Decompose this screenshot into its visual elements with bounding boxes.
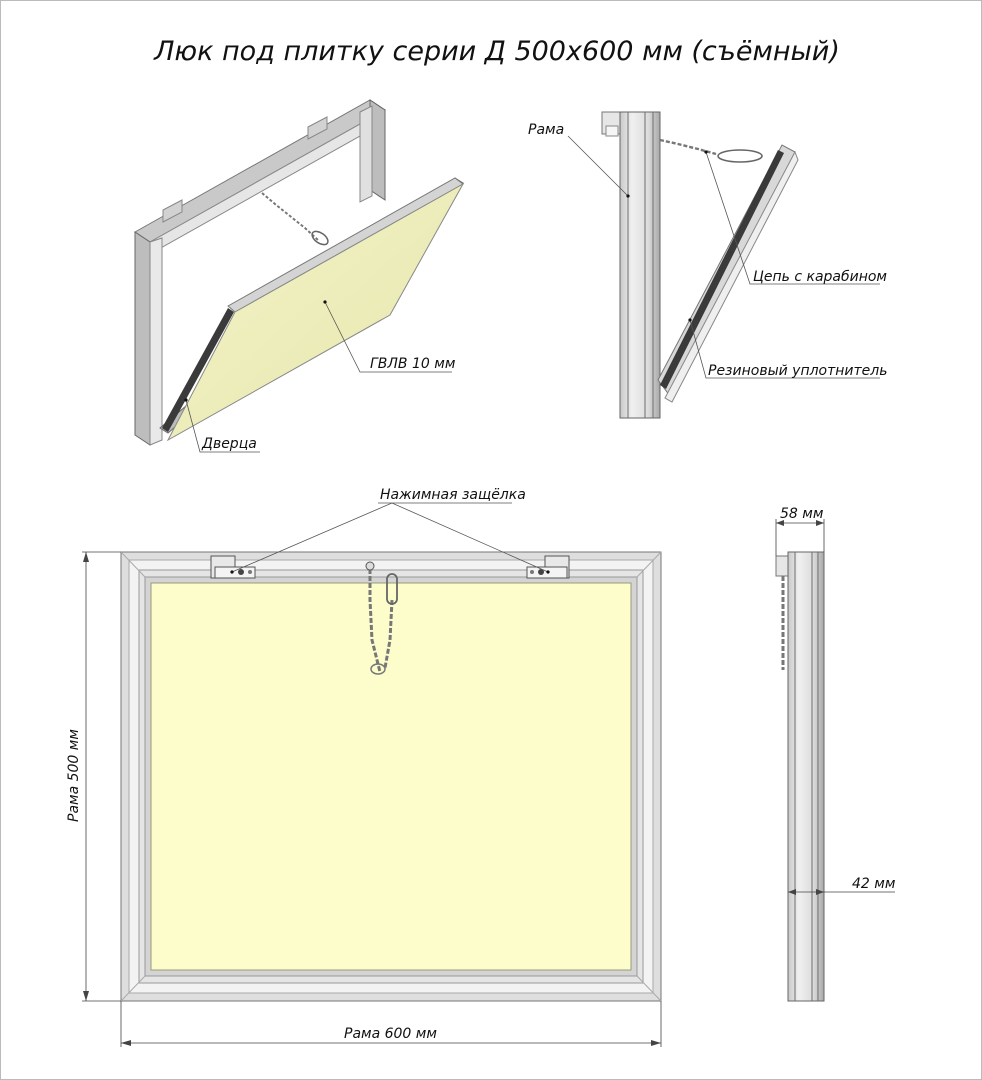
door-panel [151, 583, 631, 970]
isometric-view [135, 100, 463, 452]
label-frame: Рама [528, 122, 565, 138]
label-door: Дверца [202, 436, 257, 452]
label-depth-frame: 42 мм [852, 876, 896, 892]
label-depth-total: 58 мм [780, 506, 824, 522]
label-frame-width: Рама 600 мм [344, 1026, 437, 1042]
front-view [66, 487, 661, 1047]
label-latch: Нажимная защёлка [380, 487, 526, 503]
label-chain: Цепь с карабином [753, 269, 887, 285]
side-view-open [528, 112, 888, 418]
label-seal: Резиновый уплотнитель [708, 363, 888, 379]
side-view-closed [776, 506, 896, 1001]
label-gypsum: ГВЛВ 10 мм [370, 356, 456, 372]
label-frame-height: Рама 500 мм [66, 729, 82, 822]
drawing-title: Люк под плитку серии Д 500х600 мм (съёмный) [154, 36, 840, 67]
